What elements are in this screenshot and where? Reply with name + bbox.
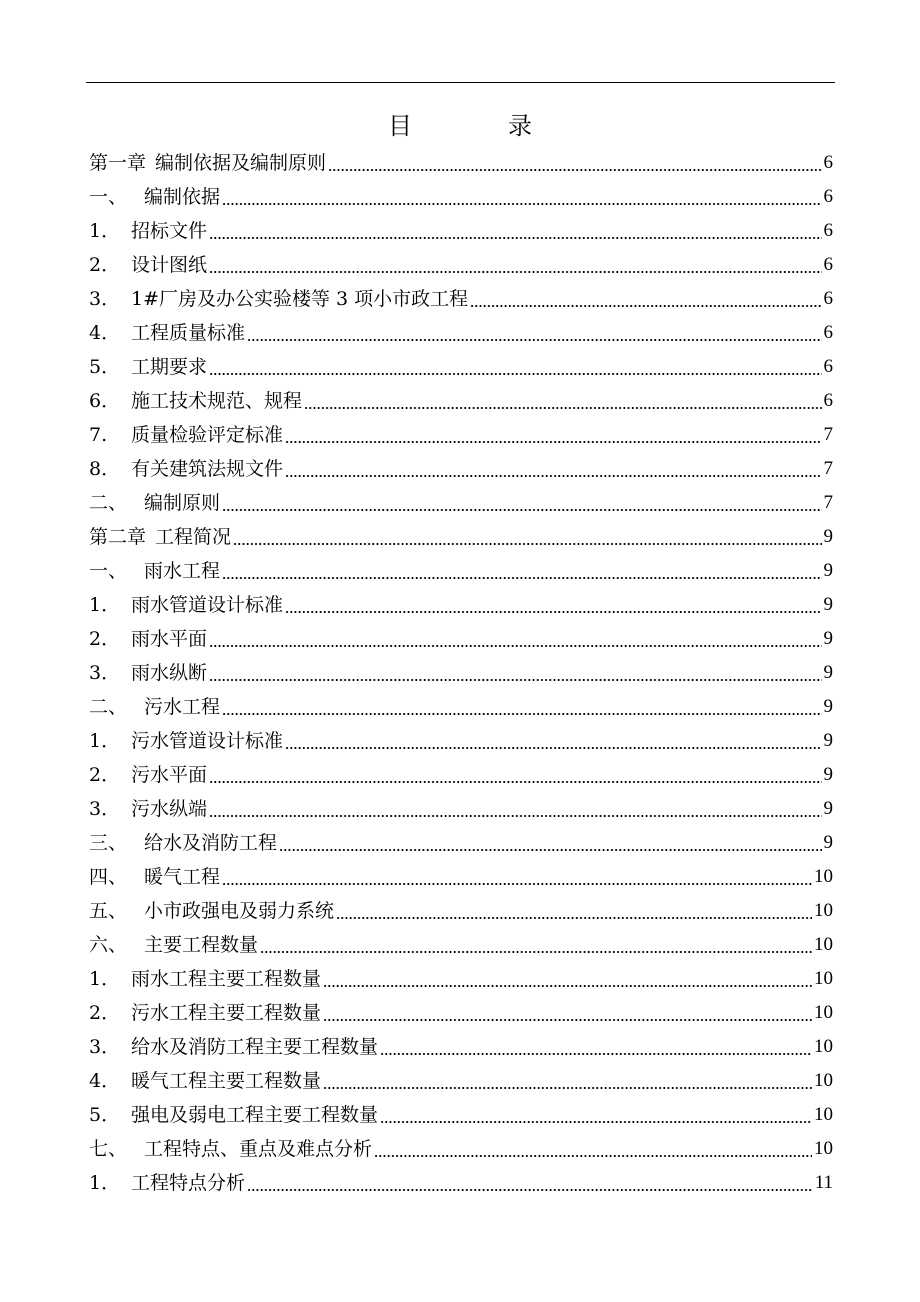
toc-entry-title: 质量检验评定标准 xyxy=(131,424,284,446)
toc-entry-section[interactable] xyxy=(89,860,833,894)
toc-entry-title: 编制原则 xyxy=(144,492,221,514)
toc-entry-number: 5． xyxy=(89,356,121,378)
toc-dot-leader xyxy=(302,384,823,418)
toc-list xyxy=(89,146,833,1200)
toc-page-number: 10 xyxy=(814,1002,833,1023)
toc-dot-leader xyxy=(207,792,823,826)
toc-entry-item[interactable] xyxy=(89,962,833,996)
toc-page-number: 6 xyxy=(823,254,833,275)
toc-dot-leader xyxy=(258,928,814,962)
toc-entry-number: 2． xyxy=(89,1002,121,1024)
toc-dot-leader xyxy=(334,894,814,928)
toc-page-number: 10 xyxy=(814,1138,833,1159)
toc-entry-title: 编制依据 xyxy=(144,186,221,208)
toc-dot-leader xyxy=(283,588,823,622)
toc-page-number: 6 xyxy=(823,152,833,173)
toc-dot-leader xyxy=(220,486,823,520)
toc-entry-section[interactable] xyxy=(89,486,833,520)
toc-entry-section[interactable] xyxy=(89,1132,833,1166)
toc-entry-number: 4． xyxy=(89,322,121,344)
toc-entry-title: 暖气工程 xyxy=(144,866,221,888)
toc-page-number: 9 xyxy=(823,628,833,649)
toc-dot-leader xyxy=(220,690,823,724)
toc-page-number: 6 xyxy=(823,356,833,377)
toc-entry-title: 强电及弱电工程主要工程数量 xyxy=(131,1104,379,1126)
toc-dot-leader xyxy=(207,622,823,656)
toc-entry-title: 小市政强电及弱力系统 xyxy=(144,900,335,922)
toc-entry-number: 二、 xyxy=(89,492,128,514)
toc-dot-leader xyxy=(220,554,823,588)
toc-entry-number: 6． xyxy=(89,390,121,412)
toc-entry-number: 一、 xyxy=(89,186,128,208)
toc-page-number: 11 xyxy=(814,1172,833,1193)
toc-entry-item[interactable] xyxy=(89,656,833,690)
toc-entry-section[interactable] xyxy=(89,180,833,214)
toc-entry-item[interactable] xyxy=(89,418,833,452)
toc-page-number: 6 xyxy=(823,390,833,411)
toc-entry-title: 工程简况 xyxy=(155,526,232,548)
toc-page-number: 10 xyxy=(814,1070,833,1091)
toc-dot-leader xyxy=(207,248,823,282)
toc-entry-title: 雨水工程主要工程数量 xyxy=(131,968,322,990)
toc-dot-leader xyxy=(207,350,823,384)
toc-dot-leader xyxy=(468,282,823,316)
toc-entry-title: 暖气工程主要工程数量 xyxy=(131,1070,322,1092)
toc-entry-title: 编制依据及编制原则 xyxy=(155,152,327,174)
toc-entry-item[interactable] xyxy=(89,316,833,350)
toc-entry-item[interactable] xyxy=(89,1030,833,1064)
toc-page-number: 9 xyxy=(823,662,833,683)
toc-dot-leader xyxy=(207,214,823,248)
toc-entry-title: 工程特点分析 xyxy=(131,1172,246,1194)
toc-entry-item[interactable] xyxy=(89,792,833,826)
toc-entry-number: 一、 xyxy=(89,560,128,582)
toc-page-number: 9 xyxy=(823,560,833,581)
toc-entry-title: 工程质量标准 xyxy=(131,322,246,344)
toc-dot-leader xyxy=(283,418,823,452)
toc-entry-number: 2． xyxy=(89,764,121,786)
toc-entry-title: 主要工程数量 xyxy=(144,934,259,956)
toc-page-number: 6 xyxy=(823,220,833,241)
toc-entry-item[interactable] xyxy=(89,588,833,622)
toc-dot-leader xyxy=(245,1166,815,1200)
toc-page-number: 6 xyxy=(823,186,833,207)
header-rule xyxy=(86,82,835,83)
toc-entry-title: 工期要求 xyxy=(131,356,208,378)
toc-entry-number: 1． xyxy=(89,968,121,990)
toc-entry-number: 第二章 xyxy=(89,526,147,548)
toc-entry-title: 污水工程 xyxy=(144,696,221,718)
toc-page-number: 6 xyxy=(823,322,833,343)
toc-entry-title: 雨水平面 xyxy=(131,628,208,650)
toc-entry-item[interactable] xyxy=(89,1098,833,1132)
toc-entry-number: 2． xyxy=(89,254,121,276)
toc-entry-number: 第一章 xyxy=(89,152,147,174)
toc-page-number: 9 xyxy=(823,594,833,615)
toc-entry-number: 六、 xyxy=(89,934,128,956)
toc-page-number: 10 xyxy=(814,934,833,955)
toc-entry-section[interactable] xyxy=(89,554,833,588)
toc-entry-number: 3． xyxy=(89,288,121,310)
toc-entry-title: 招标文件 xyxy=(131,220,208,242)
toc-entry-chapter[interactable] xyxy=(89,520,833,554)
toc-page-number: 10 xyxy=(814,968,833,989)
toc-entry-title: 污水工程主要工程数量 xyxy=(131,1002,322,1024)
toc-page-number: 10 xyxy=(814,1036,833,1057)
toc-title: 目 录 xyxy=(388,112,568,140)
toc-dot-leader xyxy=(321,996,814,1030)
toc-entry-item[interactable] xyxy=(89,996,833,1030)
toc-entry-title: 污水管道设计标准 xyxy=(131,730,284,752)
toc-entry-title: 施工技术规范、规程 xyxy=(131,390,303,412)
toc-entry-title: 雨水工程 xyxy=(144,560,221,582)
toc-dot-leader xyxy=(220,860,814,894)
toc-page-number: 9 xyxy=(823,832,833,853)
toc-entry-number: 5． xyxy=(89,1104,121,1126)
toc-page-number: 9 xyxy=(823,526,833,547)
toc-entry-title: 雨水管道设计标准 xyxy=(131,594,284,616)
toc-page-number: 10 xyxy=(814,866,833,887)
toc-entry-number: 二、 xyxy=(89,696,128,718)
toc-dot-leader xyxy=(321,962,814,996)
toc-dot-leader xyxy=(326,146,823,180)
toc-page-number: 9 xyxy=(823,730,833,751)
toc-entry-title: 设计图纸 xyxy=(131,254,208,276)
toc-entry-number: 2． xyxy=(89,628,121,650)
toc-page-number: 10 xyxy=(814,1104,833,1125)
toc-entry-number: 3． xyxy=(89,1036,121,1058)
toc-entry-number: 四、 xyxy=(89,866,128,888)
toc-entry-item[interactable] xyxy=(89,248,833,282)
toc-entry-item[interactable] xyxy=(89,214,833,248)
toc-entry-title: 给水及消防工程 xyxy=(144,832,278,854)
toc-dot-leader xyxy=(220,180,823,214)
toc-entry-item[interactable] xyxy=(89,350,833,384)
toc-entry-item[interactable] xyxy=(89,622,833,656)
toc-entry-item[interactable] xyxy=(89,282,833,316)
toc-entry-item[interactable] xyxy=(89,452,833,486)
toc-entry-number: 1． xyxy=(89,730,121,752)
toc-entry-title: 雨水纵断 xyxy=(131,662,208,684)
toc-entry-section[interactable] xyxy=(89,894,833,928)
toc-page-number: 7 xyxy=(823,458,833,479)
toc-entry-title: 给水及消防工程主要工程数量 xyxy=(131,1036,379,1058)
toc-dot-leader xyxy=(245,316,823,350)
toc-page-number: 9 xyxy=(823,764,833,785)
toc-entry-number: 七、 xyxy=(89,1138,128,1160)
toc-dot-leader xyxy=(231,520,823,554)
toc-dot-leader xyxy=(207,758,823,792)
toc-entry-title: 污水平面 xyxy=(131,764,208,786)
toc-entry-number: 1． xyxy=(89,594,121,616)
toc-dot-leader xyxy=(378,1098,814,1132)
toc-entry-section[interactable] xyxy=(89,826,833,860)
toc-entry-number: 1． xyxy=(89,1172,121,1194)
toc-entry-title: 1#厂房及办公实验楼等 3 项小市政工程 xyxy=(131,288,469,310)
toc-dot-leader xyxy=(378,1030,814,1064)
toc-page-number: 7 xyxy=(823,492,833,513)
toc-entry-number: 3． xyxy=(89,662,121,684)
toc-page-number: 6 xyxy=(823,288,833,309)
toc-entry-title: 污水纵端 xyxy=(131,798,208,820)
toc-entry-title: 工程特点、重点及难点分析 xyxy=(144,1138,373,1160)
toc-page-number: 7 xyxy=(823,424,833,445)
toc-entry-number: 7. xyxy=(89,424,108,446)
toc-entry-item[interactable] xyxy=(89,1166,833,1200)
toc-entry-section[interactable] xyxy=(89,928,833,962)
toc-entry-item[interactable] xyxy=(89,758,833,792)
toc-entry-chapter[interactable] xyxy=(89,146,833,180)
toc-entry-title: 有关建筑法规文件 xyxy=(131,458,284,480)
toc-dot-leader xyxy=(283,724,823,758)
toc-entry-number: 3． xyxy=(89,798,121,820)
toc-page-number: 9 xyxy=(823,696,833,717)
toc-entry-item[interactable] xyxy=(89,1064,833,1098)
toc-dot-leader xyxy=(372,1132,814,1166)
toc-entry-number: 三、 xyxy=(89,832,128,854)
toc-entry-number: 4． xyxy=(89,1070,121,1092)
toc-dot-leader xyxy=(277,826,823,860)
toc-entry-item[interactable] xyxy=(89,724,833,758)
toc-entry-section[interactable] xyxy=(89,690,833,724)
toc-page-number: 9 xyxy=(823,798,833,819)
toc-dot-leader xyxy=(207,656,823,690)
toc-entry-number: 五、 xyxy=(89,900,128,922)
toc-dot-leader xyxy=(283,452,823,486)
toc-page-number: 10 xyxy=(814,900,833,921)
toc-entry-number: 8． xyxy=(89,458,121,480)
toc-dot-leader xyxy=(321,1064,814,1098)
toc-entry-item[interactable] xyxy=(89,384,833,418)
toc-entry-number: 1． xyxy=(89,220,121,242)
